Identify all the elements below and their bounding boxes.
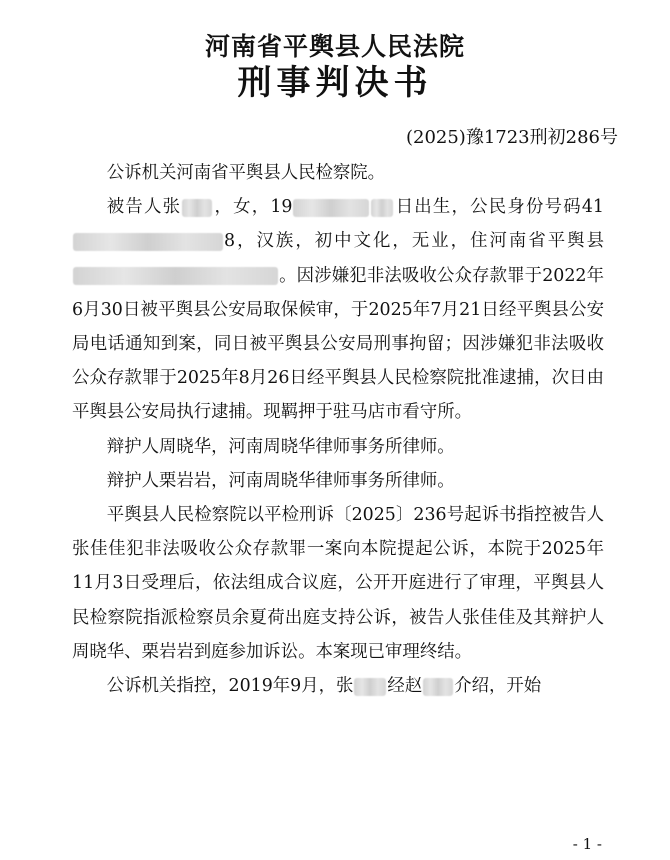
procedure-paragraph: 平舆县人民检察院以平检刑诉〔2025〕236号起诉书指控被告人张佳佳犯非法吸收公众存款罪一案向本院提起公诉，本院于2025年11月3日受理后，依法组成合议庭，公开开庭进行了审理，平舆县人民检察院指派检察员余夏荷出庭支持公诉，被告人张佳佳及其辩护人周晓华、栗岩岩到庭参加诉讼。本案现已审理终结。: [72, 505, 604, 662]
charge-paragraph: [72, 669, 604, 703]
defendant-text-5: 。因涉嫌犯非法吸收公众存款罪于2022年6月30日被平舆县公安局取保候审，于2025年7月21日经平舆县公安局电话通知到案，同日被平舆县公安局刑事拘留；因涉嫌犯非法吸收公众存款罪于2025年8月26日经平舆县人民检察院批准逮捕，次日由平舆县公安局执行逮捕。现羁押于驻马店市看守所。: [72, 265, 604, 423]
redacted-birth-date: [293, 199, 369, 217]
redacted-name: [182, 199, 212, 217]
defendant-paragraph: [72, 190, 604, 429]
redacted-birth-day: [371, 199, 393, 217]
court-name: 河南省平舆县人民法院: [204, 32, 465, 61]
redacted-id-number: [73, 233, 223, 251]
prosecutor-paragraph: 公诉机关河南省平舆县人民检察院。: [106, 163, 386, 183]
document-title: 刑事判决书: [237, 63, 433, 103]
defender-1-paragraph: 辩护人周晓华，河南周晓华律师事务所律师。: [106, 436, 455, 457]
defendant-text-1: 被告人张: [106, 197, 182, 218]
redacted-address: [73, 267, 278, 285]
defendant-text-2: ，女，19: [213, 197, 293, 218]
redacted-name-2: [354, 678, 386, 696]
charge-text-3: 介绍，开始: [454, 676, 542, 697]
charge-text-1: 公诉机关指控，2019年9月，张: [106, 676, 354, 697]
case-number: (2025)豫1723刑初286号: [405, 127, 618, 148]
defendant-text-3: 日出生，公民身份号码41: [394, 197, 604, 218]
document-body: [72, 156, 604, 703]
page-number: - 1 -: [572, 835, 602, 853]
redacted-name-3: [423, 678, 453, 696]
defender-2-paragraph: 辩护人栗岩岩，河南周晓华律师事务所律师。: [106, 470, 455, 491]
defendant-text-4: 8，汉族，初中文化，无业，住河南省平舆县: [224, 231, 604, 252]
charge-text-2: 经赵: [387, 676, 423, 697]
